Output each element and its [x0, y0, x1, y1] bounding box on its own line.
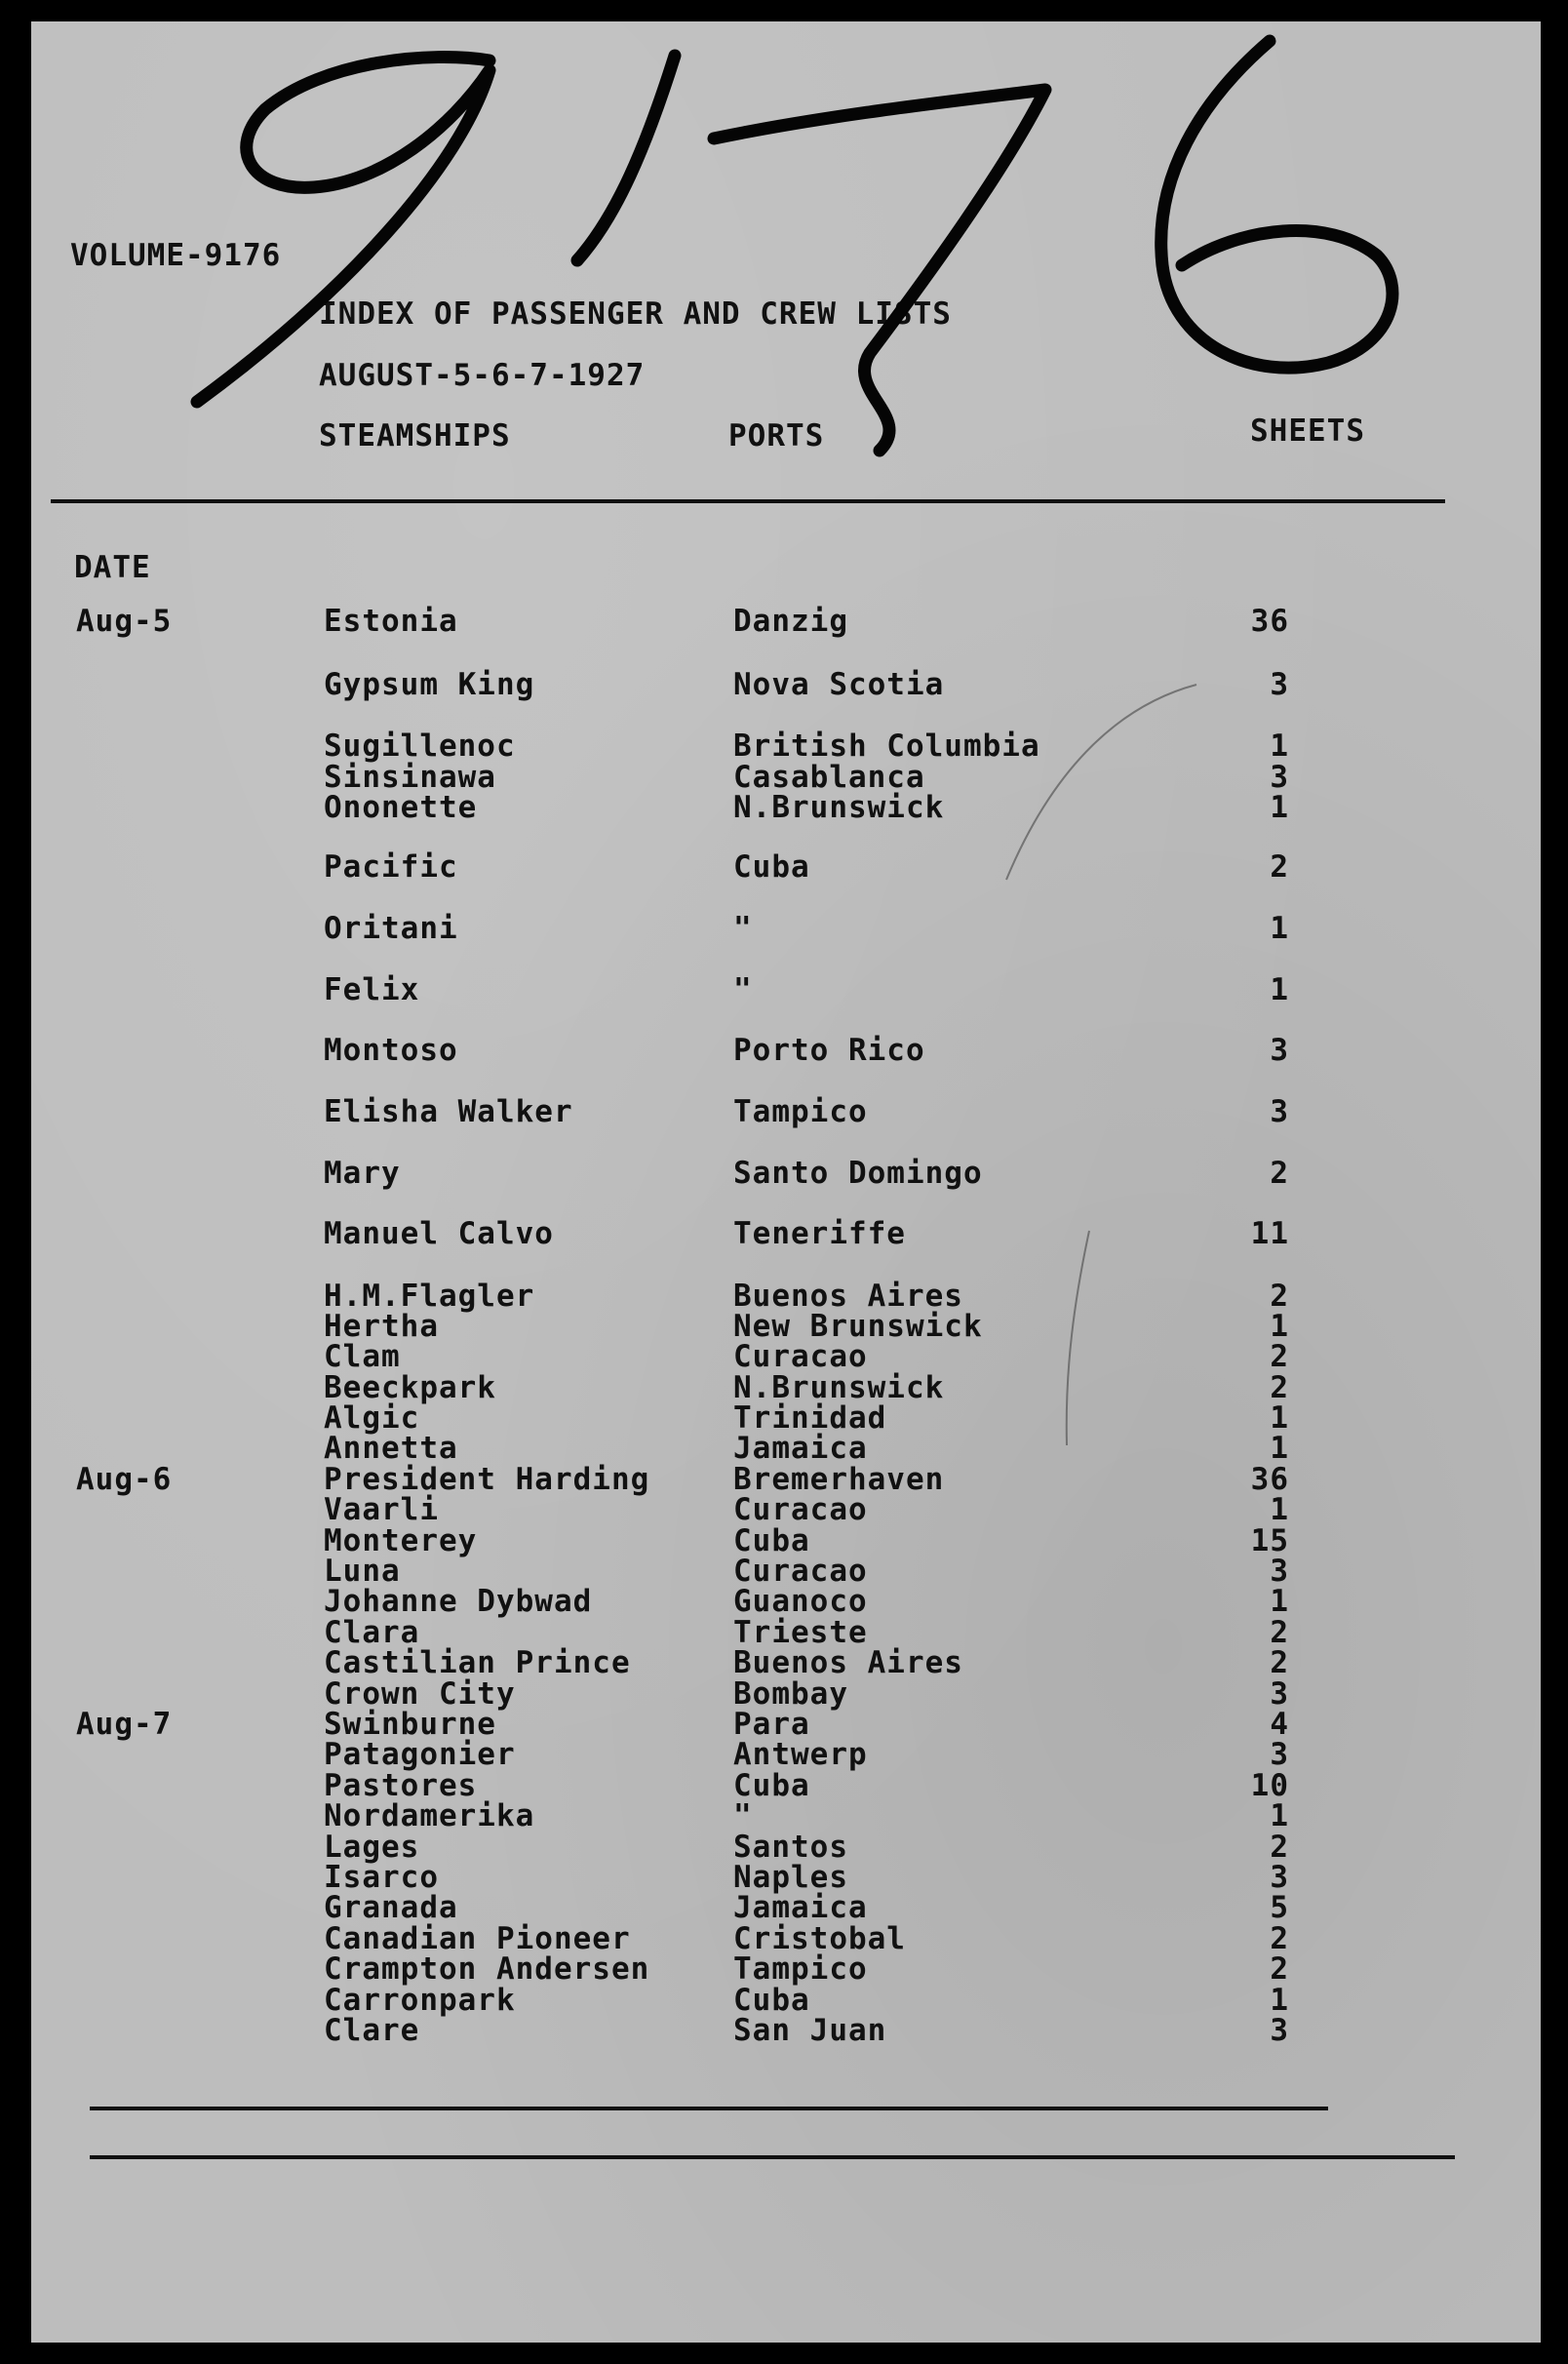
entry-ship: Canadian Pioneer — [324, 1921, 631, 1956]
entry-ship: Crown City — [324, 1676, 516, 1712]
entry-sheets: 2 — [1270, 1830, 1289, 1865]
entry-ship: Nordamerika — [324, 1798, 535, 1833]
entry-port: " — [733, 911, 753, 946]
entry-port: Buenos Aires — [733, 1645, 963, 1680]
pencil-marks — [31, 21, 1541, 2343]
entry-sheets: 3 — [1270, 760, 1289, 795]
entry-port: Jamaica — [733, 1890, 868, 1925]
entry-ship: Annetta — [324, 1431, 458, 1466]
entry-sheets: 1 — [1270, 911, 1289, 946]
entry-sheets: 1 — [1270, 1400, 1289, 1436]
entry-ship: Castilian Prince — [324, 1645, 631, 1680]
entry-ship: Mary — [324, 1156, 401, 1191]
volume-label: VOLUME-9176 — [70, 238, 282, 273]
entry-ship: Hertha — [324, 1309, 439, 1344]
entry-ship: Vaarli — [324, 1492, 439, 1527]
entry-date: Aug-5 — [76, 604, 173, 639]
entry-port: Santos — [733, 1830, 848, 1865]
entry-sheets: 3 — [1270, 667, 1289, 702]
entry-sheets: 1 — [1270, 1309, 1289, 1344]
entry-sheets: 5 — [1270, 1890, 1289, 1925]
entry-ship: H.M.Flagler — [324, 1279, 535, 1314]
entry-ship: Montoso — [324, 1033, 458, 1068]
entry-port: Curacao — [733, 1339, 868, 1374]
sheets-header: SHEETS — [1250, 414, 1365, 449]
entry-sheets: 1 — [1270, 1798, 1289, 1833]
entry-sheets: 1 — [1270, 729, 1289, 764]
entry-ship: Clare — [324, 2013, 420, 2048]
entry-sheets: 3 — [1270, 1676, 1289, 1712]
entry-port: Naples — [733, 1860, 848, 1895]
entry-ship: Lages — [324, 1830, 420, 1865]
entry-port: " — [733, 972, 753, 1007]
entry-ship: Monterey — [324, 1523, 478, 1558]
entry-sheets: 2 — [1270, 1370, 1289, 1405]
entry-ship: Manuel Calvo — [324, 1216, 554, 1251]
entry-port: British Columbia — [733, 729, 1040, 764]
entry-sheets: 36 — [1250, 604, 1289, 639]
entry-ship: Luna — [324, 1554, 401, 1589]
entry-sheets: 10 — [1250, 1768, 1289, 1803]
entry-sheets: 3 — [1270, 2013, 1289, 2048]
entry-ship: Oritani — [324, 911, 458, 946]
entry-sheets: 1 — [1270, 1431, 1289, 1466]
entry-port: Nova Scotia — [733, 667, 945, 702]
entry-sheets: 3 — [1270, 1860, 1289, 1895]
entry-ship: Pastores — [324, 1768, 478, 1803]
entry-sheets: 2 — [1270, 1645, 1289, 1680]
document-title: INDEX OF PASSENGER AND CREW LISTS — [319, 296, 952, 332]
entry-port: Porto Rico — [733, 1033, 925, 1068]
entry-ship: President Harding — [324, 1462, 650, 1497]
entry-ship: Pacific — [324, 849, 458, 885]
entry-sheets: 3 — [1270, 1094, 1289, 1129]
entry-port: Para — [733, 1707, 810, 1742]
ports-header: PORTS — [728, 418, 825, 453]
entry-ship: Elisha Walker — [324, 1094, 573, 1129]
entry-port: New Brunswick — [733, 1309, 983, 1344]
entry-port: Cuba — [733, 849, 810, 885]
entry-sheets: 2 — [1270, 1339, 1289, 1374]
entry-ship: Sugillenoc — [324, 729, 516, 764]
entry-sheets: 3 — [1270, 1554, 1289, 1589]
entry-port: Casablanca — [733, 760, 925, 795]
entry-sheets: 36 — [1250, 1462, 1289, 1497]
entry-ship: Ononette — [324, 790, 478, 825]
entry-port: Danzig — [733, 604, 848, 639]
entry-port: Trieste — [733, 1615, 868, 1650]
entry-port: Guanoco — [733, 1584, 868, 1619]
entry-sheets: 1 — [1270, 790, 1289, 825]
entry-port: Jamaica — [733, 1431, 868, 1466]
entry-ship: Gypsum King — [324, 667, 535, 702]
entry-ship: Crampton Andersen — [324, 1951, 650, 1987]
steamships-header: STEAMSHIPS — [319, 418, 511, 453]
entry-port: Curacao — [733, 1554, 868, 1589]
entry-ship: Swinburne — [324, 1707, 496, 1742]
entry-port: Bombay — [733, 1676, 848, 1712]
entry-ship: Isarco — [324, 1860, 439, 1895]
entry-port: Tampico — [733, 1094, 868, 1129]
entry-sheets: 2 — [1270, 849, 1289, 885]
entry-sheets: 3 — [1270, 1737, 1289, 1772]
entry-ship: Algic — [324, 1400, 420, 1436]
entry-port: Cuba — [733, 1523, 810, 1558]
entry-port: Cristobal — [733, 1921, 906, 1956]
entry-port: San Juan — [733, 2013, 887, 2048]
date-range: AUGUST-5-6-7-1927 — [319, 358, 646, 393]
entry-ship: Johanne Dybwad — [324, 1584, 593, 1619]
index-card — [31, 21, 1541, 2343]
entry-ship: Clara — [324, 1615, 420, 1650]
entry-sheets: 1 — [1270, 1492, 1289, 1527]
entry-port: Tampico — [733, 1951, 868, 1987]
entry-port: Teneriffe — [733, 1216, 906, 1251]
entry-port: N.Brunswick — [733, 790, 945, 825]
entry-port: Cuba — [733, 1768, 810, 1803]
entry-port: Santo Domingo — [733, 1156, 983, 1191]
entry-sheets: 2 — [1270, 1951, 1289, 1987]
entry-date: Aug-6 — [76, 1462, 173, 1497]
entry-port: Cuba — [733, 1983, 810, 2018]
entry-ship: Sinsinawa — [324, 760, 496, 795]
entry-sheets: 11 — [1250, 1216, 1289, 1251]
entry-ship: Granada — [324, 1890, 458, 1925]
entry-port: Curacao — [733, 1492, 868, 1527]
entry-date: Aug-7 — [76, 1707, 173, 1742]
entry-sheets: 1 — [1270, 1983, 1289, 2018]
entry-port: Trinidad — [733, 1400, 887, 1436]
entry-port: Buenos Aires — [733, 1279, 963, 1314]
entry-sheets: 2 — [1270, 1156, 1289, 1191]
entry-port: Antwerp — [733, 1737, 868, 1772]
entry-ship: Felix — [324, 972, 420, 1007]
entry-ship: Clam — [324, 1339, 401, 1374]
entry-sheets: 4 — [1270, 1707, 1289, 1742]
entry-port: N.Brunswick — [733, 1370, 945, 1405]
entry-sheets: 1 — [1270, 972, 1289, 1007]
entry-port: " — [733, 1798, 753, 1833]
entry-sheets: 2 — [1270, 1615, 1289, 1650]
entry-ship: Estonia — [324, 604, 458, 639]
entry-sheets: 2 — [1270, 1921, 1289, 1956]
date-header: DATE — [74, 550, 151, 585]
entry-port: Bremerhaven — [733, 1462, 945, 1497]
entry-sheets: 2 — [1270, 1279, 1289, 1314]
entry-ship: Patagonier — [324, 1737, 516, 1772]
entry-sheets: 15 — [1250, 1523, 1289, 1558]
entry-sheets: 1 — [1270, 1584, 1289, 1619]
entry-ship: Carronpark — [324, 1983, 516, 2018]
entry-ship: Beeckpark — [324, 1370, 496, 1405]
entry-sheets: 3 — [1270, 1033, 1289, 1068]
